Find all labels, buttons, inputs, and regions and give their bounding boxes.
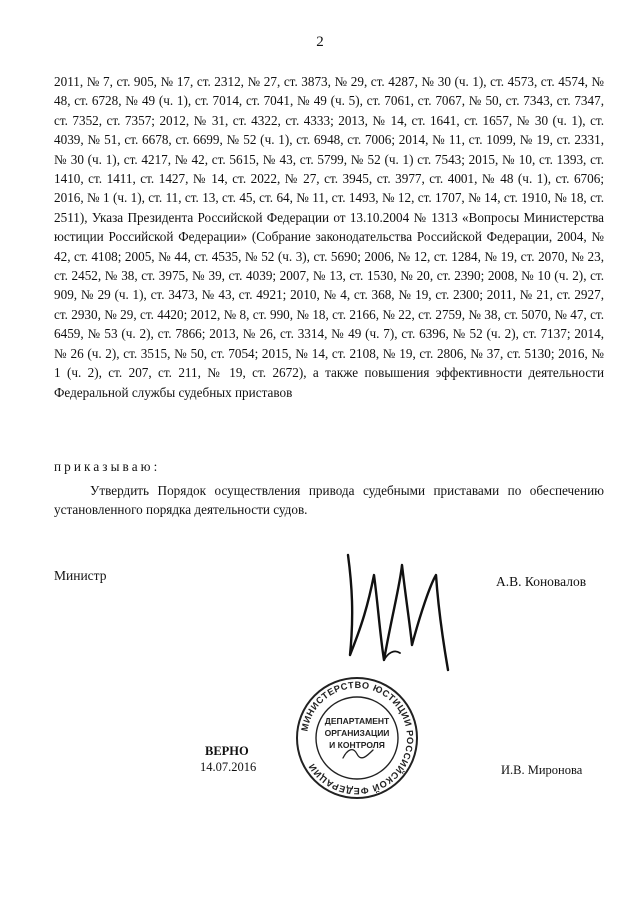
legal-basis-paragraph: 2011, № 7, ст. 905, № 17, ст. 2312, № 27, ст. 3873, № 29, ст. 4287, № 30 (ч. 1), ст. 4573, ст. 4574, № 48, ст. 6728, № 49 (ч. 1), ст. 7014, ст. 7041, № 49 (ч. 5), ст. 7061, ст. 7067, № 50, ст. 7343, ст. 7347, ст. 7352, ст. 7357; 2012, № 31, ст. 4322, ст. 4333; 2013, № 14, ст. 1641, ст. 1657, № 30 (ч. 1), ст. 4039, № 51, ст. 6678, ст. 6699, № 52 (ч. 1), ст. 6948, ст. 7006; 2014, № 11, ст. 1099, № 19, ст. 2331, № 30 (ч. 1), ст. 4217, № 42, ст. 5615, № 43, ст. 5799, № 52 (ч. 1) ст. 7543; 2015, № 10, ст. 1393, ст. 1410, ст. 1411, ст. 1427, № 14, ст. 2022, № 27, ст. 3945, ст. 3977, ст. 4001, № 48 (ч. 1), ст. 6706; 2016, № 1 (ч. 1), ст. 11, ст. 13, ст. 45, ст. 64, № 11, ст. 1493, № 12, ст. 1707, № 14, ст. 1910, № 18, ст. 2511), Указа Президента Российской Федерации от 13.10.2004 № 1313 «Вопросы Министерства юстиции Российской Федерации» (Собрание законодательства Российской Федерации, 2004, № 42, ст. 4108; 2005, № 44, ст. 4535, № 52 (ч. 3), ст. 5690; 2006, № 12, ст. 1284, № 19, ст. 2070, № 23, ст. 2452, № 38, ст. 3975, № 39, ст. 4039; 2007, № 13, ст. 1530, № 20, ст. 2390; 2008, № 10 (ч. 2), ст. 909, № 29 (ч. 1), ст. 3473, № 43, ст. 4921; 2010, № 4, ст. 368, № 19, ст. 2300; 2011, № 21, ст. 2927, ст. 2930, № 29, ст. 4420; 2012, № 8, ст. 990, № 18, ст. 2166, № 22, ст. 2759, № 38, ст. 5070, № 47, ст. 6459, № 53 (ч. 2), ст. 7866; 2013, № 26, ст. 3314, № 49 (ч. 7), ст. 6396, № 52 (ч. 2), ст. 7137; 2014, № 26 (ч. 2), ст. 3515, № 50, ст. 7054; 2015, № 14, ст. 2108, № 19, ст. 2806, № 37, ст. 5130; 2016, № 1 (ч. 2), ст. 207, ст. 211, № 19, ст. 2672), а также повышения эффективности деятельности Федеральной службы судебных приставов [54,74,604,400]
seal-line-2: ОРГАНИЗАЦИИ [324,728,390,738]
seal-outer-text: МИНИСТЕРСТВО ЮСТИЦИИ РОССИЙСКОЙ ФЕДЕРАЦИИ [299,679,416,797]
decree-word: приказываю: [54,459,161,474]
page-number: 2 [316,34,324,50]
department-seal [295,676,419,800]
approve-paragraph: Утвердить Порядок осуществления привода судебными приставами по обеспечению установленного порядка деятельности судов. [54,483,604,518]
certified-date: 14.07.2016 [200,760,257,774]
certified-label: ВЕРНО [205,744,249,758]
minister-name: А.В. Коновалов [496,574,587,589]
minister-signature [340,545,490,675]
seal-line-1: ДЕПАРТАМЕНТ [324,716,390,726]
minister-title: Министр [54,568,107,583]
seal-line-3: И КОНТРОЛЯ [329,740,385,750]
clerk-name: И.В. Миронова [501,763,583,777]
